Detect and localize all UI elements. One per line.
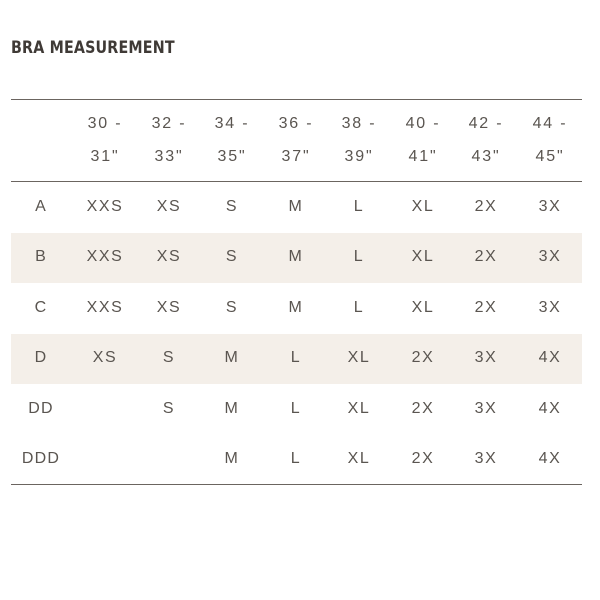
- size-cell: XXS: [86, 248, 124, 265]
- header-divider-rule: [11, 181, 582, 182]
- size-cell: 2X: [474, 248, 498, 265]
- column-header-line1: 32 -: [151, 115, 187, 132]
- table-bottom-rule: [11, 484, 582, 485]
- column-header: [137, 107, 201, 173]
- column-header-line1: 42 -: [468, 115, 504, 132]
- size-cell: XS: [156, 299, 182, 316]
- size-cell: S: [162, 400, 176, 417]
- column-header: [264, 107, 328, 173]
- size-cell: 3X: [474, 450, 498, 467]
- size-cell: 2X: [411, 400, 435, 417]
- size-cell: M: [288, 198, 304, 215]
- size-cell: XL: [411, 248, 435, 265]
- size-cell: XS: [156, 248, 182, 265]
- column-header-line1: 34 -: [214, 115, 250, 132]
- size-cell: 3X: [538, 299, 562, 316]
- size-cell: M: [224, 349, 240, 366]
- size-cell: 3X: [474, 349, 498, 366]
- column-header-line2: 31": [90, 148, 120, 165]
- size-cell: M: [288, 248, 304, 265]
- size-cell: XS: [92, 349, 118, 366]
- size-cell: XL: [347, 400, 371, 417]
- size-cell: S: [225, 299, 239, 316]
- size-cell: XS: [156, 198, 182, 215]
- size-cell: L: [353, 198, 365, 215]
- size-cell: 3X: [538, 248, 562, 265]
- size-cell: 4X: [538, 450, 562, 467]
- cup-size-label: B: [35, 248, 47, 265]
- size-cell: XL: [347, 349, 371, 366]
- column-header: [73, 107, 137, 173]
- column-header: [200, 107, 264, 173]
- column-header-line2: 35": [217, 148, 247, 165]
- column-header-line2: 43": [471, 148, 501, 165]
- column-header-line2: 39": [344, 148, 374, 165]
- size-cell: 2X: [474, 198, 498, 215]
- size-cell: L: [353, 299, 365, 316]
- table-top-rule: [11, 99, 582, 100]
- size-cell: XL: [411, 299, 435, 316]
- size-cell: L: [290, 450, 302, 467]
- size-cell: XXS: [86, 299, 124, 316]
- column-header-line2: 41": [408, 148, 438, 165]
- size-cell: M: [224, 400, 240, 417]
- cup-size-label: C: [34, 299, 48, 316]
- size-cell: S: [225, 198, 239, 215]
- column-header-line1: 44 -: [532, 115, 568, 132]
- size-cell: 3X: [538, 198, 562, 215]
- size-cell: XL: [411, 198, 435, 215]
- cup-size-label: DD: [28, 400, 54, 417]
- size-cell: L: [290, 349, 302, 366]
- size-cell: M: [224, 450, 240, 467]
- size-cell: L: [353, 248, 365, 265]
- size-cell: S: [225, 248, 239, 265]
- size-cell: 2X: [474, 299, 498, 316]
- size-cell: XL: [347, 450, 371, 467]
- column-header: [391, 107, 455, 173]
- column-header-line2: 33": [154, 148, 184, 165]
- size-cell: 4X: [538, 349, 562, 366]
- column-header: [518, 107, 582, 173]
- column-header-line1: 30 -: [87, 115, 123, 132]
- column-header-line1: 38 -: [341, 115, 377, 132]
- column-header-line2: 45": [535, 148, 565, 165]
- size-cell: L: [290, 400, 302, 417]
- size-cell: 2X: [411, 450, 435, 467]
- cup-size-label: DDD: [21, 450, 61, 467]
- column-header-line1: 40 -: [405, 115, 441, 132]
- column-header-line1: 36 -: [278, 115, 314, 132]
- size-cell: XXS: [86, 198, 124, 215]
- cup-size-label: A: [35, 198, 47, 215]
- size-cell: M: [288, 299, 304, 316]
- column-header-line2: 37": [281, 148, 311, 165]
- column-header: [454, 107, 518, 173]
- size-cell: 3X: [474, 400, 498, 417]
- cup-size-label: D: [34, 349, 48, 366]
- size-cell: 2X: [411, 349, 435, 366]
- column-header: [327, 107, 391, 173]
- page-title: BRA MEASUREMENT: [11, 38, 175, 58]
- size-cell: 4X: [538, 400, 562, 417]
- size-cell: S: [162, 349, 176, 366]
